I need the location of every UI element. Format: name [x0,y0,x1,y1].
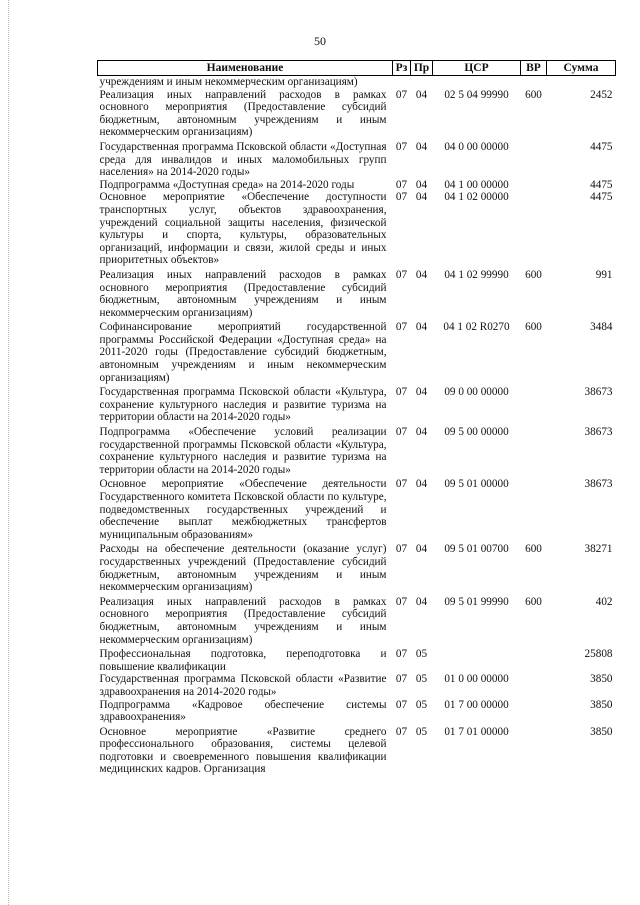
table-row [98,76,616,89]
row-rz-cell: 07 [395,191,408,204]
table-row [98,541,616,593]
row-vr-cell [521,384,547,424]
row-csr-cell: 09 5 01 99990 [444,595,509,608]
row-pr-cell: 04 [415,543,428,556]
row-sum-cell: 38673 [584,386,613,399]
row-csr-cell: 09 5 01 00000 [444,478,509,491]
row-rz-cell: 07 [395,673,408,686]
row-csr-cell: 01 0 00 00000 [444,673,509,686]
row-pr-cell: 04 [415,140,428,153]
row-sum-cell: 25808 [584,648,613,661]
row-rz-cell: 07 [395,543,408,556]
row-rz-cell: 07 [395,426,408,439]
row-csr-cell: 01 7 01 00000 [444,725,509,738]
row-sum-cell: 991 [595,268,613,281]
table-row [98,267,616,319]
row-vr-cell: 600 [525,88,542,101]
row-rz-cell: 07 [395,386,408,399]
row-pr-cell: 04 [415,595,428,608]
row-sum-cell: 2452 [590,88,613,101]
row-vr-cell: 600 [525,268,542,281]
row-rz-cell: 07 [395,140,408,153]
row-csr-cell [433,76,521,89]
row-csr-cell: 01 7 00 00000 [444,698,509,711]
row-vr-cell [521,646,547,673]
table-body [98,76,616,777]
row-vr-cell [521,476,547,541]
table-row [98,724,616,776]
row-name-cell: Расходы на обеспечение деятельности (оказание услуг) государственных учреждений (Предоставление субсидий бюджетным, автономным учреждениям и иным некоммерческим организациям) [99,543,387,594]
row-vr-cell [521,724,547,776]
header-pr: Пр [411,61,433,76]
row-vr-cell [521,139,547,179]
row-rz-cell [393,76,411,89]
row-sum-cell: 38673 [584,478,613,491]
row-rz-cell: 07 [395,648,408,661]
row-sum-cell: 3850 [590,673,613,686]
budget-table [97,60,616,776]
row-name-cell: Профессиональная подготовка, переподготовка и повышение квалификации [99,648,387,673]
row-csr-cell: 04 0 00 00000 [444,140,509,153]
row-sum-cell: 3850 [590,698,613,711]
row-name-cell: Государственная программа Псковской области «Доступная среда для инвалидов и иных маломобильных групп населения» на 2014-2020 годы» [99,140,387,179]
row-name-cell: учреждениям и иным некоммерческим организациям) [99,76,358,88]
row-rz-cell: 07 [395,725,408,738]
row-rz-cell: 07 [395,321,408,334]
table-row [98,319,616,384]
row-pr-cell: 05 [415,725,428,738]
table-row [98,673,616,698]
row-name-cell: Подпрограмма «Кадровое обеспечение системы здравоохранения» [99,698,387,724]
row-pr-cell: 04 [415,191,428,204]
row-vr-cell: 600 [525,595,542,608]
row-pr-cell: 05 [415,673,428,686]
row-vr-cell [521,673,547,698]
row-rz-cell: 07 [395,268,408,281]
row-sum-cell: 4475 [590,191,613,204]
row-pr-cell: 05 [415,648,428,661]
table-row [98,384,616,424]
row-pr-cell: 04 [415,178,428,191]
row-pr-cell: 04 [415,268,428,281]
header-sum: Сумма [547,61,616,76]
row-vr-cell [521,424,547,476]
row-sum-cell: 402 [595,595,613,608]
row-sum-cell [547,76,616,89]
table-row [98,139,616,179]
row-sum-cell: 38271 [584,543,613,556]
row-vr-cell [521,191,547,267]
row-rz-cell: 07 [395,698,408,711]
row-name-cell: Основное мероприятие «Обеспечение доступности транспортных услуг, объектов здравоохранения, учреждений социальной защиты населения, физической культуры и спорта, культуры, образовательных организаций, информации и связи, жилой среды и иных приоритетных объектов» [99,191,387,267]
header-vr: ВР [521,61,547,76]
row-vr-cell [521,699,547,724]
row-vr-cell: 600 [525,321,542,334]
row-pr-cell: 04 [415,386,428,399]
page-number: 50 [314,34,326,48]
row-pr-cell: 04 [415,88,428,101]
row-name-cell: Основное мероприятие «Обеспечение деятельности Государственного комитета Псковской области по культуре, подведомственных государственных учреждений и обеспечение выплат межбюджетных трансфертов муниципальным образованиям» [99,478,387,541]
row-csr-cell: 04 1 02 R0270 [443,321,510,334]
row-vr-cell [521,179,547,192]
table-row [98,179,616,192]
row-pr-cell: 05 [415,698,428,711]
table-row [98,89,616,139]
row-sum-cell: 3850 [590,725,613,738]
row-pr-cell: 04 [415,478,428,491]
row-sum-cell: 38673 [584,426,613,439]
row-name-cell: Подпрограмма «Обеспечение условий реализации государственной программы Псковской области «Культура, сохранение культурного наследия и развитие туризма на территории области на 2014-2020 годы» [99,426,387,476]
row-name-cell: Реализация иных направлений расходов в рамках основного мероприятия (Предоставление субсидий бюджетным, автономным учреждениям и иным некоммерческим организациям) [99,268,387,319]
scan-edge-line [8,0,10,905]
row-name-cell: Подпрограмма «Доступная среда» на 2014-2020 годы [99,178,355,191]
row-csr-cell: 04 1 00 00000 [444,178,509,191]
table-row [98,476,616,541]
row-pr-cell: 04 [415,321,428,334]
row-sum-cell: 3484 [590,321,613,334]
row-name-cell: Государственная программа Псковской области «Культура, сохранение культурного наследия и развитие туризма на территории области на 2014-2020 годы» [99,386,387,424]
row-rz-cell: 07 [395,178,408,191]
row-vr-cell [521,76,547,89]
table-row [98,424,616,476]
row-name-cell: Основное мероприятие «Развитие среднего профессионального образования, системы целевой подготовки и своевременного повышения квалификации медицинских кадров. Организация [99,725,387,776]
row-name-cell: Государственная программа Псковской области «Развитие здравоохранения на 2014-2020 годы» [99,673,387,698]
row-csr-cell: 02 5 04 99990 [444,88,509,101]
row-csr-cell: 09 5 01 00700 [444,543,509,556]
row-name-cell: Реализация иных направлений расходов в рамках основного мероприятия (Предоставление субсидий бюджетным, автономным учреждениям и иным некоммерческим организациям) [99,595,387,646]
row-rz-cell: 07 [395,88,408,101]
table-row [98,191,616,267]
row-csr-cell: 04 1 02 99990 [444,268,509,281]
row-pr-cell [411,76,433,89]
row-name-cell: Софинансирование мероприятий государственной программы Российской Федерации «Доступная среда» на 2011-2020 годы (Предоставление субсидий бюджетным, автономным учреждениям и иным некоммерческим организациям) [99,321,387,384]
row-pr-cell: 04 [415,426,428,439]
row-csr-cell: 09 0 00 00000 [444,386,509,399]
header-name: Наименование [98,61,393,76]
row-vr-cell: 600 [525,543,542,556]
row-rz-cell: 07 [395,478,408,491]
row-name-cell: Реализация иных направлений расходов в рамках основного мероприятия (Предоставление субсидий бюджетным, автономным учреждениям и иным некоммерческим организациям) [99,88,387,139]
row-sum-cell: 4475 [590,140,613,153]
row-csr-cell: 09 5 00 00000 [444,426,509,439]
header-rz: Рз [393,61,411,76]
table-header-row [98,61,616,76]
header-csr: ЦСР [433,61,521,76]
row-sum-cell: 4475 [590,178,613,191]
table-row [98,646,616,673]
row-csr-cell [433,646,521,673]
row-rz-cell: 07 [395,595,408,608]
row-csr-cell: 04 1 02 00000 [444,191,509,204]
table-row [98,699,616,724]
table-row [98,594,616,646]
